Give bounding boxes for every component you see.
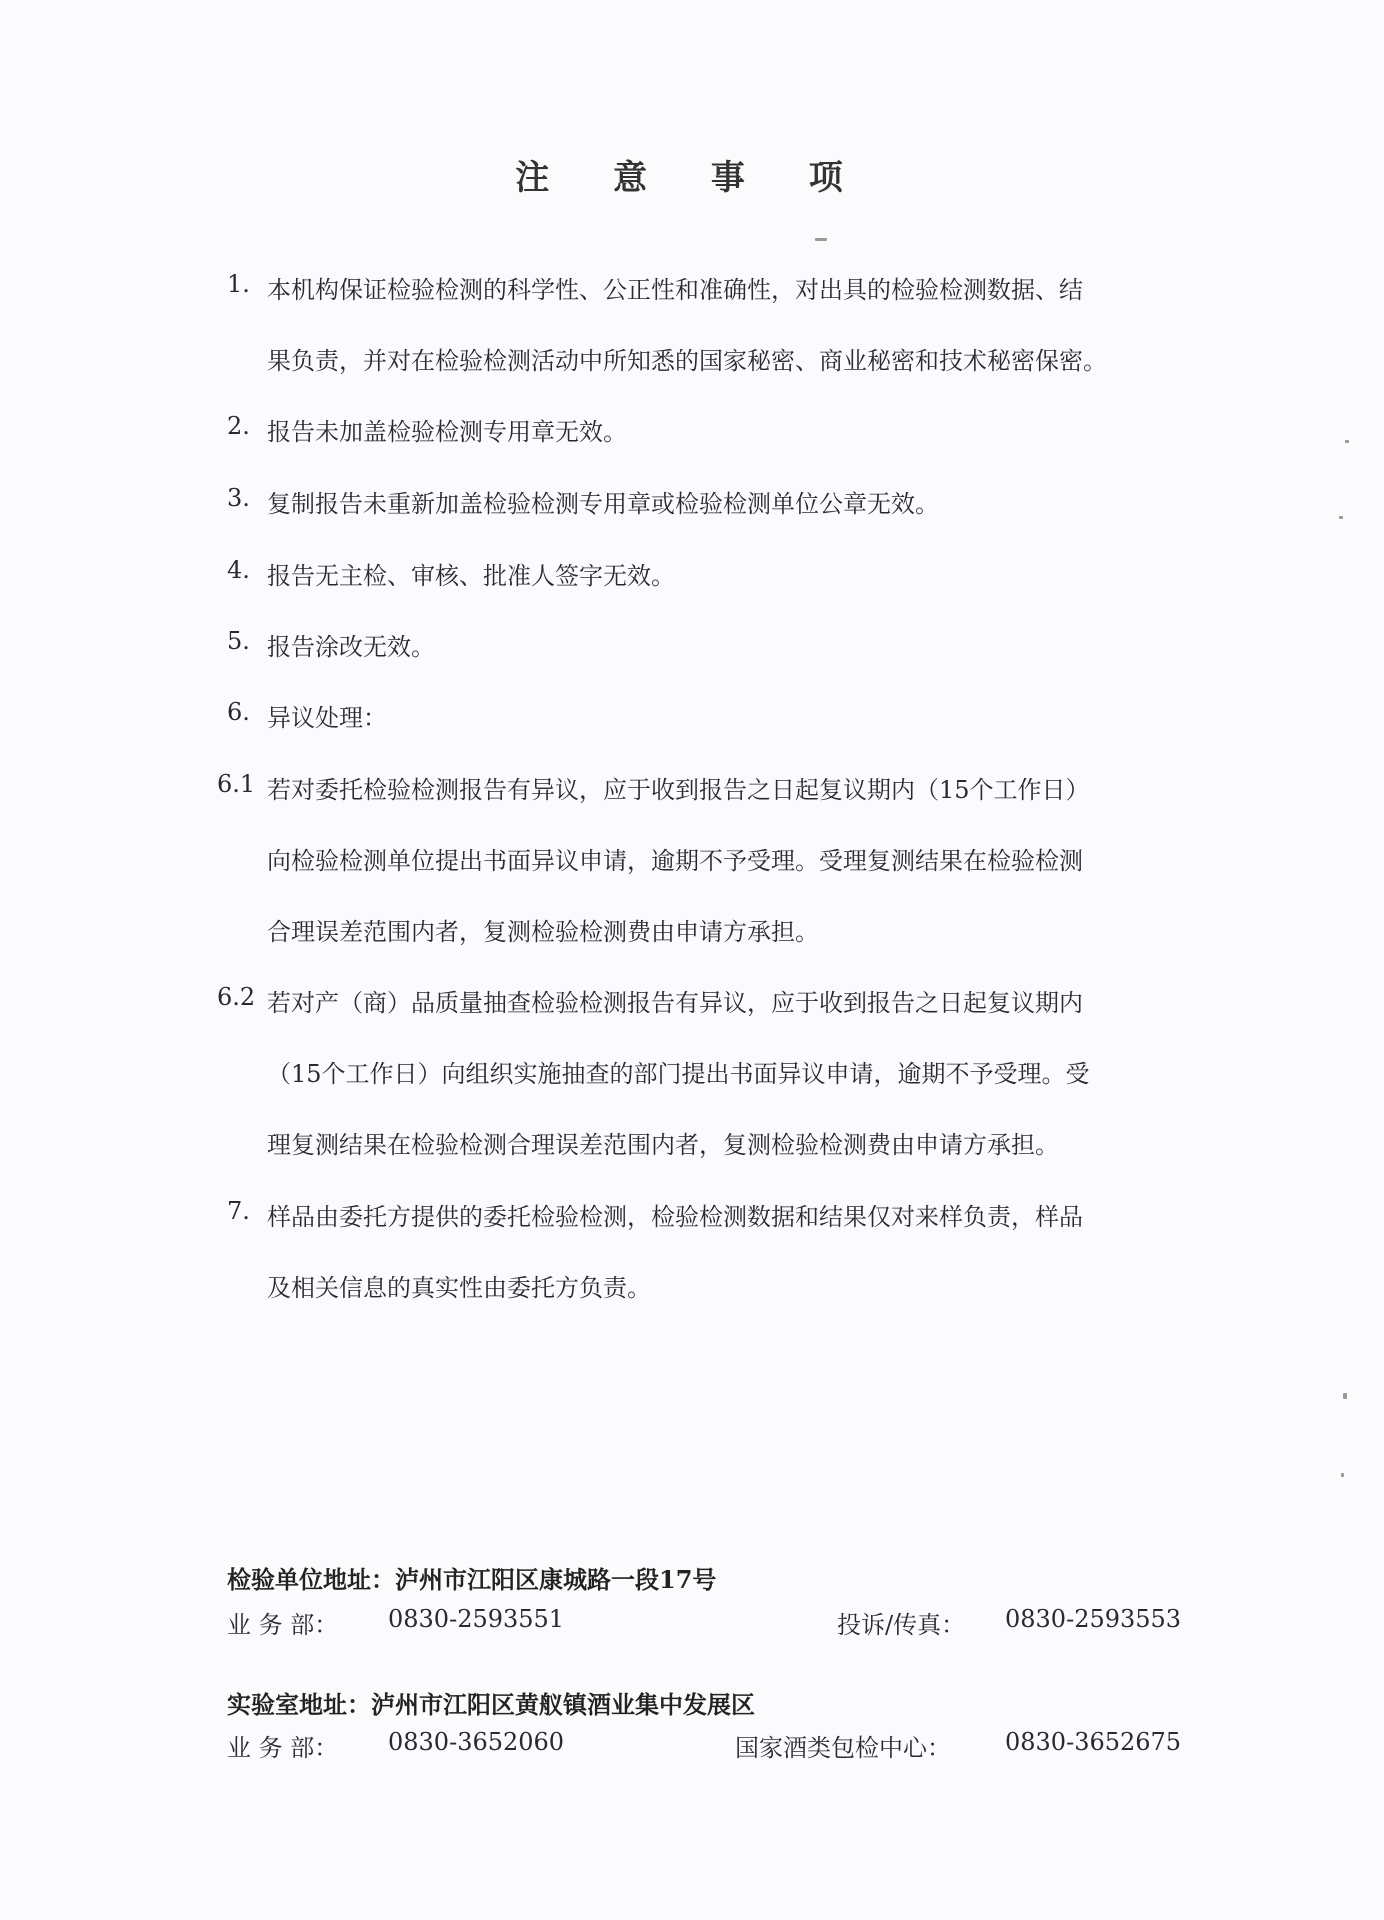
item-number: 4.	[227, 556, 250, 584]
item-text-line: 异议处理：	[267, 704, 387, 732]
item-text-line: 若对产（商）品质量抽查检验检测报告有异议，应于收到报告之日起复议期内	[267, 989, 1083, 1017]
business-dept-phone-2: 0830-3652060	[388, 1728, 565, 1756]
item-text-line: 向检验检测单位提出书面异议申请，逾期不予受理。受理复测结果在检验检测	[267, 847, 1083, 875]
item-text-line: 理复测结果在检验检测合理误差范围内者，复测检验检测费由申请方承担。	[267, 1131, 1059, 1159]
scan-speck	[815, 238, 827, 241]
business-dept-label-2: 业 务 部：	[227, 1734, 339, 1762]
item-number: 3.	[227, 484, 250, 512]
item-number: 1.	[227, 270, 250, 298]
scan-speck	[1343, 1393, 1347, 1399]
item-text-line: 本机构保证检验检测的科学性、公正性和准确性，对出具的检验检测数据、结	[267, 276, 1083, 304]
inspection-address: 检验单位地址：泸州市江阳区康城路一段17号	[227, 1565, 717, 1594]
item-number: 6.1	[217, 770, 256, 798]
item-text-line: 合理误差范围内者，复测检验检测费由申请方承担。	[267, 918, 819, 946]
complaint-fax-phone: 0830-2593553	[1005, 1605, 1182, 1633]
item-number: 5.	[227, 627, 250, 655]
complaint-fax-label: 投诉/传真：	[837, 1611, 966, 1639]
item-text-line: 报告未加盖检验检测专用章无效。	[267, 418, 627, 446]
item-text-line: 及相关信息的真实性由委托方负责。	[267, 1274, 651, 1302]
item-number: 6.	[227, 698, 250, 726]
item-text-line: 样品由委托方提供的委托检验检测，检验检测数据和结果仅对来样负责，样品	[267, 1203, 1083, 1231]
scan-speck	[1345, 440, 1349, 443]
national-liquor-center-phone: 0830-3652675	[1005, 1728, 1182, 1756]
business-dept-phone: 0830-2593551	[388, 1605, 565, 1633]
item-number: 6.2	[217, 983, 256, 1011]
scan-speck	[1341, 1473, 1344, 1477]
scan-speck	[1339, 516, 1343, 519]
item-number: 2.	[227, 412, 250, 440]
item-number: 7.	[227, 1197, 250, 1225]
lab-address: 实验室地址：泸州市江阳区黄舣镇酒业集中发展区	[227, 1690, 755, 1719]
item-text-line: （15个工作日）向组织实施抽查的部门提出书面异议申请，逾期不予受理。受	[267, 1060, 1090, 1088]
item-text-line: 复制报告未重新加盖检验检测专用章或检验检测单位公章无效。	[267, 490, 939, 518]
business-dept-label: 业 务 部：	[227, 1611, 339, 1639]
item-text-line: 报告无主检、审核、批准人签字无效。	[267, 562, 675, 590]
item-text-line: 若对委托检验检测报告有异议，应于收到报告之日起复议期内（15个工作日）	[267, 776, 1090, 804]
item-text-line: 果负责，并对在检验检测活动中所知悉的国家秘密、商业秘密和技术秘密保密。	[267, 347, 1107, 375]
national-liquor-center-label: 国家酒类包检中心：	[735, 1734, 951, 1762]
item-text-line: 报告涂改无效。	[267, 633, 435, 661]
page-title: 注 意 事 项	[515, 158, 869, 198]
